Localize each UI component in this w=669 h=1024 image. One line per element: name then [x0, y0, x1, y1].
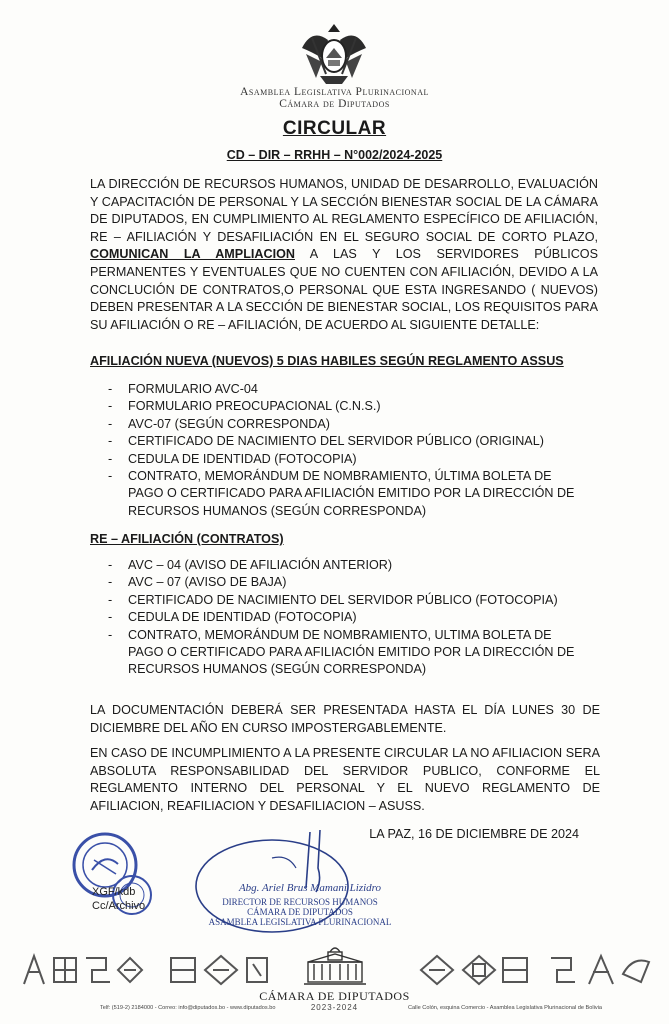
list-item: - AVC – 04 (AVISO DE AFILIACIÓN ANTERIOR)	[108, 557, 586, 574]
reaffiliation-requirements	[108, 557, 586, 679]
andean-motif-center-right-icon	[415, 950, 535, 990]
list-item: - FORMULARIO AVC-04	[108, 381, 586, 398]
list-item: - CEDULA DE IDENTIDAD (FOTOCOPIA)	[108, 609, 586, 626]
institution-line-2: Cámara de Diputados	[279, 98, 390, 110]
list-item: - FORMULARIO PREOCUPACIONAL (C.N.S.)	[108, 398, 586, 415]
section-heading-new-affiliation: AFILIACIÓN NUEVA (NUEVOS) 5 DIAS HABILES SEGÚN REGLAMENTO ASSUS	[90, 354, 564, 368]
intro-emphasis: COMUNICAN LA AMPLIACION	[90, 247, 295, 262]
signer-role	[200, 897, 400, 927]
deadline-paragraph: LA DOCUMENTACIÓN DEBERÁ SER PRESENTADA HASTA EL DÍA LUNES 30 DE DICIEMBRE DEL AÑO EN CURSO IMPOSTERGABLEMENTE.	[90, 703, 600, 735]
date-line: LA PAZ, 16 DE DICIEMBRE DE 2024	[369, 827, 579, 841]
andean-motif-center-left-icon	[165, 950, 285, 990]
signer-role-line-2: CÁMARA DE DIPUTADOS	[247, 907, 353, 917]
section-heading-reaffiliation: RE – AFILIACIÓN (CONTRATOS)	[90, 532, 284, 546]
footer-contact: Telf: (519-2) 2184000 - Correo: info@diputados.bo - www.diputados.bo	[100, 1005, 276, 1011]
footer-years: 2023-2024	[310, 1003, 359, 1012]
footer-address: Calle Colón, esquina Comercio - Asamblea Legislativa Plurinacional de Bolivia	[408, 1005, 603, 1011]
signer-role-line-1: DIRECTOR DE RECURSOS HUMANOS	[222, 897, 378, 907]
legislative-palace-icon	[300, 942, 370, 988]
institution-line-1: Asamblea Legislativa Plurinacional	[240, 86, 429, 98]
coat-of-arms-icon	[292, 18, 376, 88]
intro-paragraph	[90, 176, 598, 334]
noncompliance-paragraph: EN CASO DE INCUMPLIMIENTO A LA PRESENTE CIRCULAR LA NO AFILIACION SERA ABSOLUTA RESPONSABILIDAD DEL SERVIDOR PUBLICO, CONFORME EL REGLAMENTO INTERNO DEL PERSONAL Y EL NUEVO REGLAMENTO DE AFILIACION, REAFILIACION Y DESAFILIACION – ASUSS.	[90, 746, 600, 813]
initials-line-1: XGF/kdb	[92, 886, 136, 898]
list-item: - CONTRATO, MEMORÁNDUM DE NOMBRAMIENTO, ÚLTIMA BOLETA DE PAGO O CERTIFICADO PARA AFILIACIÓN EMITIDO POR LA DIRECCIÓN DE RECURSOS HUMANOS (SEGÚN CORRESPONDA)	[108, 468, 586, 520]
list-item: - AVC-07 (SEGÚN CORRESPONDA)	[108, 416, 586, 433]
andean-motif-left-icon	[20, 950, 150, 990]
document-code: CD – DIR – RRHH – N°002/2024-2025	[226, 148, 443, 162]
intro-text-2: A LAS Y LOS SERVIDORES PÚBLICOS PERMANENTES Y EVENTUALES QUE NO CUENTEN CON AFILIACIÓN, DEVIDO A LA CONCLUCIÓN DE CONTRATOS,O PERSONAL QUE ESTA INGRESANDO ( NUEVOS) DEBEN PRESENTAR A LA SECCIÓN DE BIENESTAR SOCIAL, LOS REQUISITOS PARA SU AFILIACIÓN O RE – AFILIACIÓN, DE ACUERDO AL SIGUIENTE DETALLE:	[90, 247, 598, 332]
list-item: - AVC – 07 (AVISO DE BAJA)	[108, 574, 586, 591]
list-item: - CONTRATO, MEMORÁNDUM DE NOMBRAMIENTO, ULTIMA BOLETA DE PAGO O CERTIFICADO PARA AFILIACIÓN EMITIDO POR LA DIRECCIÓN DE RECURSOS HUMANOS (SEGÚN CORRESPONDA)	[108, 627, 586, 679]
signer-role-line-3: ASAMBLEA LEGISLATIVA PLURINACIONAL	[208, 917, 392, 927]
footer-chamber-name: CÁMARA DE DIPUTADOS	[259, 989, 410, 1003]
list-item: - CERTIFICADO DE NACIMIENTO DEL SERVIDOR PÚBLICO (ORIGINAL)	[108, 433, 586, 450]
intro-text-1: LA DIRECCIÓN DE RECURSOS HUMANOS, UNIDAD DE DESARROLLO, EVALUACIÓN Y CAPACITACIÓN DE PERSONAL Y LA SECCIÓN BIENESTAR SOCIAL DE LA CÁMARA DE DIPUTADOS, EN CUMPLIMIENTO AL REGLAMENTO ESPECÍFICO DE AFILIACIÓN, RE – AFILIACIÓN Y DESAFILIACIÓN EN EL SEGURO SOCIAL DE CORTO PLAZO,	[90, 177, 598, 244]
list-item: - CERTIFICADO DE NACIMIENTO DEL SERVIDOR PÚBLICO (FOTOCOPIA)	[108, 592, 586, 609]
new-affiliation-requirements	[108, 381, 586, 520]
initials-line-2: Cc/Archivo	[92, 900, 146, 912]
signer-name: Abg. Ariel Brus Mamani Lizidro	[238, 882, 382, 894]
document-title: CIRCULAR	[282, 118, 387, 139]
initials-block	[92, 885, 145, 913]
andean-motif-right-icon	[545, 950, 655, 990]
list-item: - CEDULA DE IDENTIDAD (FOTOCOPIA)	[108, 451, 586, 468]
